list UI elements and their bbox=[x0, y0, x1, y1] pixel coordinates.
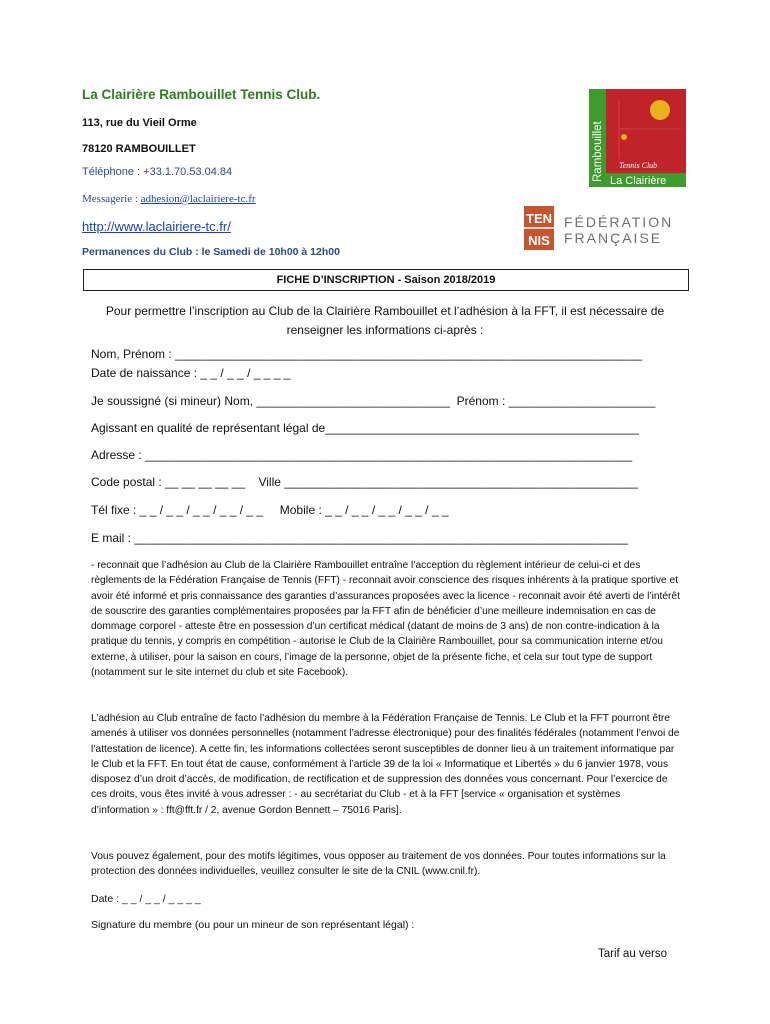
fft-line2: FRANÇAISE bbox=[564, 230, 663, 246]
email-field[interactable]: E mail : __________________________________________________________________________ bbox=[91, 531, 629, 545]
verso-note: Tarif au verso bbox=[598, 948, 668, 960]
mail-label: Messagerie : bbox=[82, 193, 141, 205]
fft-line1: FÉDÉRATION bbox=[564, 214, 674, 230]
signature-label: Signature du membre (ou pour un mineur de son représentant légal) : bbox=[91, 919, 415, 931]
form-intro: Pour permettre l’inscription au Club de la Clairière Rambouillet et l’adhésion à la FFT, il est nécessaire de renseigner les informations ci-après : bbox=[105, 304, 665, 337]
club-website-link[interactable]: http://www.laclairiere-tc.fr/ bbox=[82, 219, 231, 234]
logo-vertical-text: Rambouillet bbox=[592, 121, 604, 182]
club-city: 78120 RAMBOUILLET bbox=[82, 143, 196, 155]
data-protection-paragraph: L’adhésion au Club entraîne de facto l’adhésion du membre à la Fédération Française de Tennis. Le Club et la FFT pourront être amenés à utiliser vos données personnelles (notamment l’adresse électronique) pour des finalités fédérales (notamment l’envoi de l’attestation de licence). A cette fin, les informations collectées seront susceptibles de donner lieu à un traitement informatique par le Club et la FFT. En tout état de cause, conformément à l’article 39 de la loi « Informatique et Libertés » du 6 janvier 1978, vous disposez d’un droit d’accès, de modification, de rectification et de suppression des données vous concernant. Pour l’exercice de ces droits, vous êtes invité à vous adresser : - au secrétariat du Club - et à la FFT [service « organisation et systèmes d’information » : fft@fft.fr / 2, avenue Gordon Bennett – 75016 Paris]. bbox=[91, 713, 680, 816]
tennis-ball-icon bbox=[650, 100, 670, 120]
logo-tennis-club: Tennis Club bbox=[619, 161, 658, 170]
club-hours: Permanences du Club : le Samedi de 10h00 à 12h00 bbox=[82, 246, 340, 258]
club-mail bbox=[82, 193, 256, 205]
legal-rep-field[interactable]: Agissant en qualité de représentant légal de_______________________________________________ bbox=[91, 421, 639, 435]
logo-club-name: La Clairière bbox=[610, 175, 667, 187]
fft-ten: TEN bbox=[526, 211, 552, 226]
guardian-field[interactable]: Je soussigné (si mineur) Nom, _____________________________ Prénom : ______________________ bbox=[91, 394, 656, 408]
club-name: La Clairière Rambouillet Tennis Club. bbox=[82, 87, 321, 102]
club-street: 113, rue du Vieil Orme bbox=[82, 117, 197, 129]
acknowledgement-paragraph: - reconnait que l’adhésion au Club de la Clairière Rambouillet entraîne l’acception du règlement intérieur de celui-ci et des règlements de la Fédération Française de Tennis (FFT) - reconnait avoir conscience des risques inhérents à la pratique sportive et avoir été informé et pris connaissance des garanties d’assurances proposées avec la licence - reconnait avoir été averti de l’intérêt de souscrire des garanties complémentaires proposées par la FFT afin de bénéficier d’une meilleure indemnisation en cas de dommage corporel - atteste être en possession d’un certificat médical (datant de moins de 3 ans) de non contre-indication à la pratique du tennis, y compris en compétition - autorise le Club de la Clairière Rambouillet, pour sa communication interne et/ou externe, à utiliser, pour la saison en cours, l’image de la personne, objet de la présente fiche, et cela sur tout type de support (notamment sur le site internet du club et site Facebook). bbox=[91, 560, 680, 679]
date-field[interactable]: Date : _ _ / _ _ / _ _ _ _ bbox=[91, 893, 201, 905]
fft-nis: NIS bbox=[528, 233, 550, 248]
address-field[interactable]: Adresse : _________________________________________________________________________ bbox=[91, 448, 633, 462]
fft-logo bbox=[524, 206, 689, 250]
mail-link[interactable]: adhesion@laclairiere-tc.fr bbox=[140, 193, 256, 205]
phone-field[interactable]: Tél fixe : _ _ / _ _ / _ _ / _ _ / _ _ Mobile : _ _ / _ _ / _ _ / _ _ / _ _ bbox=[91, 503, 449, 517]
form-title: FICHE D’INSCRIPTION - Saison 2018/2019 bbox=[83, 269, 689, 291]
birthdate-field[interactable]: Date de naissance : _ _ / _ _ / _ _ _ _ bbox=[91, 366, 291, 380]
postal-city-field[interactable]: Code postal : __ __ __ __ __ Ville _____________________________________________________ bbox=[91, 475, 638, 489]
club-logo bbox=[589, 89, 686, 187]
small-ball-icon bbox=[621, 134, 627, 140]
name-field[interactable]: Nom, Prénom : ______________________________________________________________________ bbox=[91, 347, 643, 361]
club-phone: Téléphone : +33.1.70.53.04.84 bbox=[82, 166, 233, 178]
cnil-paragraph: Vous pouvez également, pour des motifs légitimes, vous opposer au traitement de vos données. Pour toutes informations sur la protection des données individuelles, veuillez consulter le site de la CNIL (www.cnil.fr). bbox=[91, 851, 666, 878]
